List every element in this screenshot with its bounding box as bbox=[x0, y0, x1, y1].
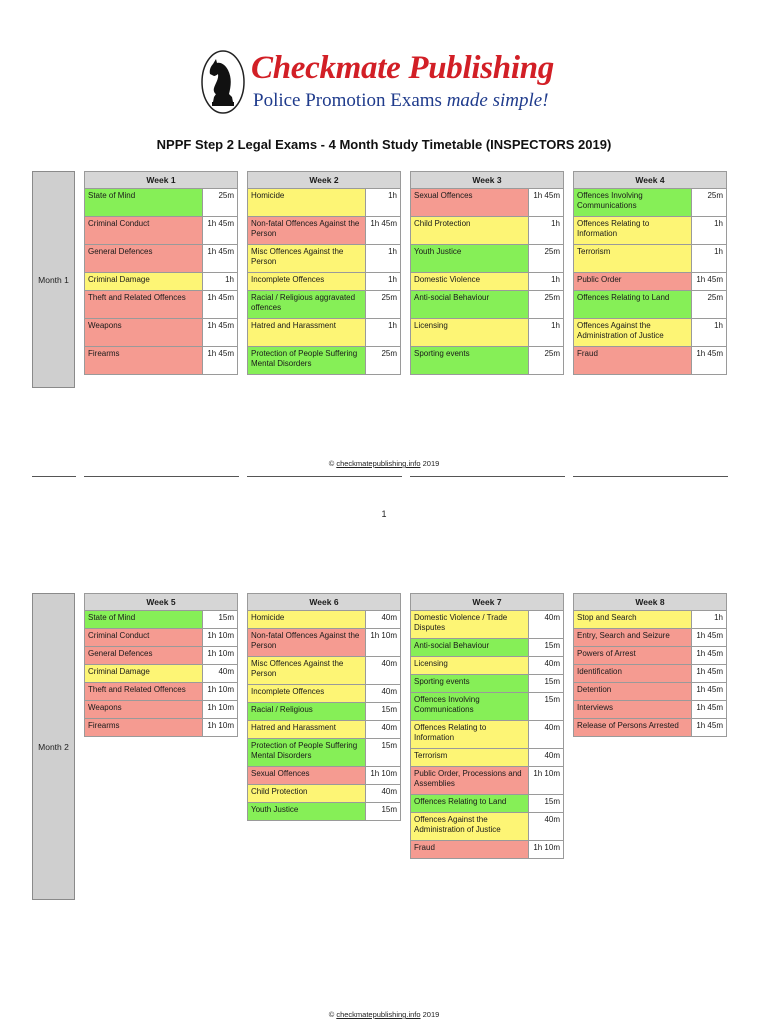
brand-tagline bbox=[253, 90, 549, 112]
topic-cell: General Defences bbox=[85, 647, 203, 664]
duration-cell: 25m bbox=[366, 347, 400, 374]
timetable-row bbox=[248, 319, 400, 347]
duration-cell: 15m bbox=[203, 611, 237, 628]
topic-cell: Youth Justice bbox=[248, 803, 366, 820]
timetable-row bbox=[248, 217, 400, 245]
duration-cell: 25m bbox=[529, 245, 563, 272]
duration-cell: 25m bbox=[366, 291, 400, 318]
duration-cell: 15m bbox=[366, 803, 400, 820]
duration-cell: 1h 10m bbox=[366, 767, 400, 784]
timetable-row bbox=[411, 693, 563, 721]
duration-cell: 1h 45m bbox=[203, 347, 237, 374]
brand-name: Checkmate Publishing bbox=[251, 50, 554, 86]
timetable-row bbox=[85, 665, 237, 683]
topic-cell: Anti-social Behaviour bbox=[411, 639, 529, 656]
week-column bbox=[573, 171, 727, 375]
timetable-row bbox=[574, 665, 726, 683]
copyright-symbol: © bbox=[328, 1010, 337, 1019]
month-label-box bbox=[32, 593, 75, 900]
topic-cell: Public Order bbox=[574, 273, 692, 290]
duration-cell: 1h bbox=[692, 611, 726, 628]
topic-cell: Theft and Related Offences bbox=[85, 291, 203, 318]
divider-rule bbox=[410, 476, 565, 477]
duration-cell: 25m bbox=[203, 189, 237, 216]
timetable-row bbox=[248, 273, 400, 291]
timetable-row bbox=[411, 767, 563, 795]
duration-cell: 15m bbox=[529, 693, 563, 720]
duration-cell: 40m bbox=[366, 685, 400, 702]
topic-cell: Offences Relating to Land bbox=[411, 795, 529, 812]
duration-cell: 1h 45m bbox=[692, 629, 726, 646]
timetable-row bbox=[574, 611, 726, 629]
topic-cell: Entry, Search and Seizure bbox=[574, 629, 692, 646]
duration-cell: 1h bbox=[692, 245, 726, 272]
topic-cell: Domestic Violence bbox=[411, 273, 529, 290]
timetable-row bbox=[411, 347, 563, 375]
timetable-row bbox=[411, 795, 563, 813]
topic-cell: Terrorism bbox=[574, 245, 692, 272]
duration-cell: 15m bbox=[529, 675, 563, 692]
week-header: Week 3 bbox=[411, 172, 563, 189]
duration-cell: 1h bbox=[692, 319, 726, 346]
duration-cell: 40m bbox=[529, 611, 563, 638]
publisher-logo bbox=[197, 48, 577, 122]
topic-cell: Hatred and Harassment bbox=[248, 319, 366, 346]
topic-cell: Criminal Damage bbox=[85, 273, 203, 290]
duration-cell: 1h bbox=[366, 273, 400, 290]
topic-cell: Firearms bbox=[85, 719, 203, 736]
duration-cell: 1h 45m bbox=[203, 319, 237, 346]
topic-cell: Misc Offences Against the Person bbox=[248, 657, 366, 684]
duration-cell: 40m bbox=[203, 665, 237, 682]
timetable-row bbox=[411, 189, 563, 217]
timetable-row bbox=[411, 639, 563, 657]
duration-cell: 15m bbox=[366, 739, 400, 766]
timetable-row bbox=[248, 657, 400, 685]
duration-cell: 1h bbox=[529, 319, 563, 346]
timetable-row bbox=[248, 739, 400, 767]
duration-cell: 1h bbox=[203, 273, 237, 290]
topic-cell: Licensing bbox=[411, 319, 529, 346]
timetable-row bbox=[411, 319, 563, 347]
topic-cell: Identification bbox=[574, 665, 692, 682]
duration-cell: 40m bbox=[366, 611, 400, 628]
timetable-row bbox=[85, 245, 237, 273]
duration-cell: 1h bbox=[366, 319, 400, 346]
duration-cell: 40m bbox=[529, 813, 563, 840]
topic-cell: Non-fatal Offences Against the Person bbox=[248, 217, 366, 244]
tagline-emphasis: made simple! bbox=[446, 90, 549, 111]
divider-rule bbox=[573, 476, 728, 477]
duration-cell: 40m bbox=[529, 657, 563, 674]
duration-cell: 1h 10m bbox=[529, 767, 563, 794]
duration-cell: 40m bbox=[366, 785, 400, 802]
footer-copyright bbox=[0, 459, 768, 468]
timetable-row bbox=[411, 675, 563, 693]
duration-cell: 1h 45m bbox=[203, 245, 237, 272]
timetable-row bbox=[574, 347, 726, 375]
month-label-box bbox=[32, 171, 75, 388]
duration-cell: 40m bbox=[529, 721, 563, 748]
duration-cell: 1h 45m bbox=[203, 291, 237, 318]
topic-cell: Detention bbox=[574, 683, 692, 700]
topic-cell: Sexual Offences bbox=[248, 767, 366, 784]
duration-cell: 1h 10m bbox=[203, 719, 237, 736]
timetable-row bbox=[248, 347, 400, 375]
chess-knight-icon bbox=[201, 50, 245, 114]
topic-cell: Powers of Arrest bbox=[574, 647, 692, 664]
topic-cell: Hatred and Harassment bbox=[248, 721, 366, 738]
duration-cell: 15m bbox=[529, 795, 563, 812]
timetable-row bbox=[248, 721, 400, 739]
timetable-row bbox=[411, 217, 563, 245]
timetable-row bbox=[574, 683, 726, 701]
timetable-row bbox=[411, 749, 563, 767]
week-column bbox=[410, 593, 564, 859]
footer-link[interactable]: checkmatepublishing.info bbox=[336, 1010, 421, 1019]
topic-cell: Offences Relating to Information bbox=[574, 217, 692, 244]
timetable-row bbox=[248, 685, 400, 703]
page-number: 1 bbox=[381, 509, 387, 519]
month-label: Month 2 bbox=[38, 742, 69, 752]
duration-cell: 1h 45m bbox=[203, 217, 237, 244]
duration-cell: 1h 10m bbox=[366, 629, 400, 656]
topic-cell: Homicide bbox=[248, 611, 366, 628]
timetable-row bbox=[574, 701, 726, 719]
topic-cell: Offences Involving Communications bbox=[411, 693, 529, 720]
document-title: NPPF Step 2 Legal Exams - 4 Month Study Timetable (INSPECTORS 2019) bbox=[156, 137, 612, 152]
week-header: Week 8 bbox=[574, 594, 726, 611]
week-column bbox=[84, 171, 238, 375]
timetable-row bbox=[574, 319, 726, 347]
week-column bbox=[247, 593, 401, 821]
timetable-row bbox=[85, 629, 237, 647]
duration-cell: 1h 45m bbox=[692, 719, 726, 736]
timetable-row bbox=[411, 245, 563, 273]
copyright-year: 2019 bbox=[420, 459, 440, 468]
duration-cell: 1h 45m bbox=[692, 701, 726, 718]
duration-cell: 1h 45m bbox=[692, 665, 726, 682]
topic-cell: Offences Against the Administration of Justice bbox=[574, 319, 692, 346]
duration-cell: 25m bbox=[692, 189, 726, 216]
footer-copyright bbox=[0, 1010, 768, 1019]
topic-cell: Criminal Damage bbox=[85, 665, 203, 682]
topic-cell: Incomplete Offences bbox=[248, 685, 366, 702]
duration-cell: 1h 45m bbox=[529, 189, 563, 216]
topic-cell: Weapons bbox=[85, 319, 203, 346]
topic-cell: Sexual Offences bbox=[411, 189, 529, 216]
topic-cell: Release of Persons Arrested bbox=[574, 719, 692, 736]
timetable-row bbox=[574, 629, 726, 647]
duration-cell: 1h 45m bbox=[692, 347, 726, 374]
duration-cell: 25m bbox=[529, 347, 563, 374]
duration-cell: 15m bbox=[529, 639, 563, 656]
topic-cell: Fraud bbox=[411, 841, 529, 858]
timetable-row bbox=[248, 611, 400, 629]
timetable-row bbox=[248, 189, 400, 217]
topic-cell: Firearms bbox=[85, 347, 203, 374]
week-header: Week 1 bbox=[85, 172, 237, 189]
week-header: Week 2 bbox=[248, 172, 400, 189]
topic-cell: State of Mind bbox=[85, 189, 203, 216]
timetable-row bbox=[85, 319, 237, 347]
topic-cell: Anti-social Behaviour bbox=[411, 291, 529, 318]
topic-cell: State of Mind bbox=[85, 611, 203, 628]
topic-cell: Theft and Related Offences bbox=[85, 683, 203, 700]
topic-cell: Youth Justice bbox=[411, 245, 529, 272]
topic-cell: Child Protection bbox=[248, 785, 366, 802]
topic-cell: Racial / Religious aggravated offences bbox=[248, 291, 366, 318]
timetable-row bbox=[85, 347, 237, 375]
duration-cell: 40m bbox=[529, 749, 563, 766]
duration-cell: 1h bbox=[529, 273, 563, 290]
duration-cell: 1h bbox=[692, 217, 726, 244]
duration-cell: 1h 45m bbox=[692, 683, 726, 700]
topic-cell: Sporting events bbox=[411, 347, 529, 374]
duration-cell: 1h 10m bbox=[203, 701, 237, 718]
timetable-row bbox=[411, 273, 563, 291]
duration-cell: 1h 10m bbox=[203, 683, 237, 700]
duration-cell: 1h 45m bbox=[692, 647, 726, 664]
topic-cell: Offences Involving Communications bbox=[574, 189, 692, 216]
week-header: Week 6 bbox=[248, 594, 400, 611]
timetable-row bbox=[411, 721, 563, 749]
footer-link[interactable]: checkmatepublishing.info bbox=[336, 459, 421, 468]
topic-cell: Protection of People Suffering Mental Disorders bbox=[248, 739, 366, 766]
topic-cell: Interviews bbox=[574, 701, 692, 718]
timetable-row bbox=[411, 841, 563, 859]
duration-cell: 40m bbox=[366, 657, 400, 684]
timetable-row bbox=[85, 647, 237, 665]
duration-cell: 1h 10m bbox=[529, 841, 563, 858]
topic-cell: Sporting events bbox=[411, 675, 529, 692]
topic-cell: Criminal Conduct bbox=[85, 629, 203, 646]
divider-rule bbox=[247, 476, 402, 477]
duration-cell: 1h bbox=[366, 189, 400, 216]
timetable-row bbox=[574, 719, 726, 737]
timetable-row bbox=[85, 683, 237, 701]
topic-cell: Offences Relating to Information bbox=[411, 721, 529, 748]
duration-cell: 25m bbox=[529, 291, 563, 318]
timetable-row bbox=[248, 767, 400, 785]
timetable-row bbox=[248, 245, 400, 273]
timetable-row bbox=[574, 217, 726, 245]
topic-cell: General Defences bbox=[85, 245, 203, 272]
timetable-row bbox=[85, 701, 237, 719]
timetable-row bbox=[411, 813, 563, 841]
week-header: Week 7 bbox=[411, 594, 563, 611]
timetable-row bbox=[411, 291, 563, 319]
copyright-year: 2019 bbox=[420, 1010, 440, 1019]
week-header: Week 5 bbox=[85, 594, 237, 611]
duration-cell: 15m bbox=[366, 703, 400, 720]
timetable-row bbox=[85, 611, 237, 629]
topic-cell: Racial / Religious bbox=[248, 703, 366, 720]
timetable-row bbox=[248, 291, 400, 319]
topic-cell: Fraud bbox=[574, 347, 692, 374]
tagline-prefix: Police Promotion Exams bbox=[253, 90, 447, 111]
duration-cell: 1h bbox=[366, 245, 400, 272]
topic-cell: Criminal Conduct bbox=[85, 217, 203, 244]
topic-cell: Domestic Violence / Trade Disputes bbox=[411, 611, 529, 638]
topic-cell: Offences Relating to Land bbox=[574, 291, 692, 318]
duration-cell: 25m bbox=[692, 291, 726, 318]
month-label: Month 1 bbox=[38, 275, 69, 285]
timetable-row bbox=[248, 803, 400, 821]
week-column bbox=[573, 593, 727, 737]
topic-cell: Misc Offences Against the Person bbox=[248, 245, 366, 272]
duration-cell: 1h 10m bbox=[203, 647, 237, 664]
topic-cell: Stop and Search bbox=[574, 611, 692, 628]
divider-rule bbox=[84, 476, 239, 477]
week-header: Week 4 bbox=[574, 172, 726, 189]
topic-cell: Child Protection bbox=[411, 217, 529, 244]
topic-cell: Incomplete Offences bbox=[248, 273, 366, 290]
week-column bbox=[84, 593, 238, 737]
timetable-row bbox=[248, 785, 400, 803]
timetable-row bbox=[85, 273, 237, 291]
topic-cell: Licensing bbox=[411, 657, 529, 674]
timetable-row bbox=[574, 245, 726, 273]
timetable-row bbox=[411, 657, 563, 675]
topic-cell: Homicide bbox=[248, 189, 366, 216]
duration-cell: 1h 45m bbox=[692, 273, 726, 290]
duration-cell: 1h 45m bbox=[366, 217, 400, 244]
topic-cell: Offences Against the Administration of Justice bbox=[411, 813, 529, 840]
timetable-row bbox=[574, 647, 726, 665]
timetable-row bbox=[85, 217, 237, 245]
duration-cell: 1h bbox=[529, 217, 563, 244]
topic-cell: Non-fatal Offences Against the Person bbox=[248, 629, 366, 656]
topic-cell: Public Order, Processions and Assemblies bbox=[411, 767, 529, 794]
copyright-symbol: © bbox=[328, 459, 337, 468]
duration-cell: 40m bbox=[366, 721, 400, 738]
week-column bbox=[410, 171, 564, 375]
topic-cell: Protection of People Suffering Mental Disorders bbox=[248, 347, 366, 374]
topic-cell: Terrorism bbox=[411, 749, 529, 766]
timetable-row bbox=[574, 189, 726, 217]
timetable-row bbox=[85, 719, 237, 737]
timetable-row bbox=[574, 273, 726, 291]
timetable-row bbox=[85, 189, 237, 217]
duration-cell: 1h 10m bbox=[203, 629, 237, 646]
timetable-row bbox=[248, 629, 400, 657]
timetable-row bbox=[411, 611, 563, 639]
timetable-row bbox=[574, 291, 726, 319]
week-column bbox=[247, 171, 401, 375]
timetable-row bbox=[248, 703, 400, 721]
divider-rule bbox=[32, 476, 76, 477]
timetable-row bbox=[85, 291, 237, 319]
topic-cell: Weapons bbox=[85, 701, 203, 718]
